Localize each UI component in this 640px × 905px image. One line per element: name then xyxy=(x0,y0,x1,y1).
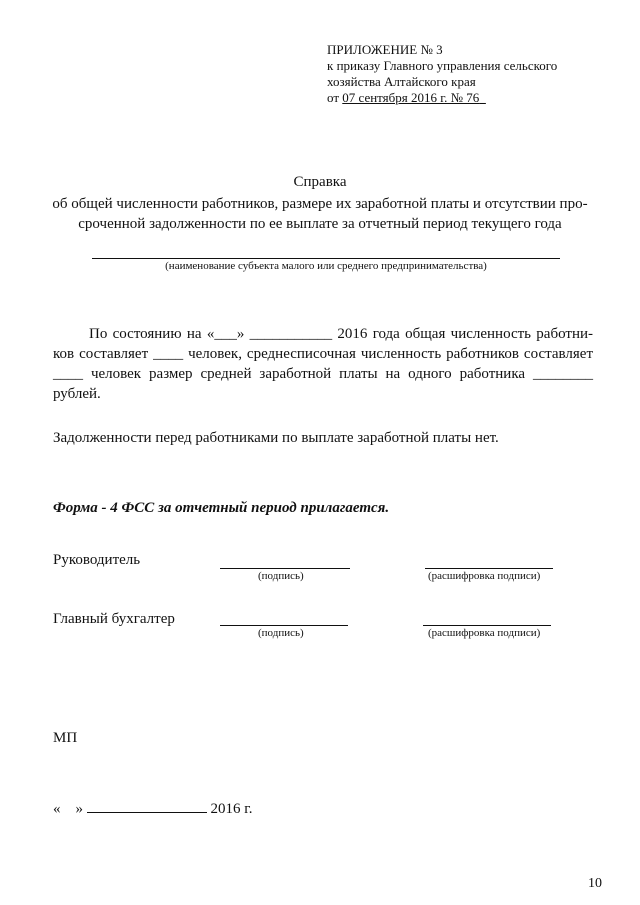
appendix-number: ПРИЛОЖЕНИЕ № 3 xyxy=(327,42,443,57)
page-number: 10 xyxy=(588,876,602,891)
accountant-label: Главный бухгалтер xyxy=(53,611,175,627)
stamp-place: МП xyxy=(53,730,78,746)
entity-name-caption: (наименование субъекта малого или среднего предпринимательства) xyxy=(165,260,487,272)
appendix-date-suffix: _ xyxy=(479,90,486,105)
accountant-decode-caption: (расшифровка подписи) xyxy=(428,627,541,639)
subtitle-line-1: об общей численности работников, размере их заработной платы и отсутствии про- xyxy=(52,196,588,212)
appendix-header xyxy=(327,42,557,106)
accountant-signature-line[interactable] xyxy=(220,625,348,626)
date-blank[interactable] xyxy=(87,798,207,813)
fss-note: Форма - 4 ФСС за отчетный период прилагается. xyxy=(53,500,390,516)
document-title: Справка xyxy=(293,174,347,190)
debt-statement: Задолженности перед работниками по выплате заработной платы нет. xyxy=(53,430,499,446)
document-subtitle xyxy=(40,194,600,234)
appendix-date-value: 07 сентября 2016 г. № 76 xyxy=(342,90,480,105)
head-signature-caption: (подпись) xyxy=(258,570,304,582)
accountant-decode-line[interactable] xyxy=(423,625,551,626)
head-signature-line[interactable] xyxy=(220,568,350,569)
head-decode-line[interactable] xyxy=(425,568,553,569)
entity-name-line[interactable] xyxy=(92,258,560,259)
body-paragraph: По состоянию на «___» ___________ 2016 года общая численность работни-ков составляет ____ человек, среднесписочная численность работников составляет ____ человек размер средней заработной платы на одного работника ________ рублей. xyxy=(53,326,593,402)
appendix-order: к приказу Главного управления сельского xyxy=(327,58,558,73)
date-quotes: « » xyxy=(53,801,83,817)
date-line xyxy=(53,798,252,818)
accountant-signature-caption: (подпись) xyxy=(258,627,304,639)
date-year: 2016 г. xyxy=(210,801,253,817)
head-decode-caption: (расшифровка подписи) xyxy=(428,570,541,582)
appendix-date-prefix: от xyxy=(327,90,340,105)
subtitle-line-2: сроченной задолженности по ее выплате за отчетный период текущего года xyxy=(78,216,562,232)
head-label: Руководитель xyxy=(53,552,141,568)
appendix-date xyxy=(327,90,557,106)
appendix-org: хозяйства Алтайского края xyxy=(327,74,476,89)
